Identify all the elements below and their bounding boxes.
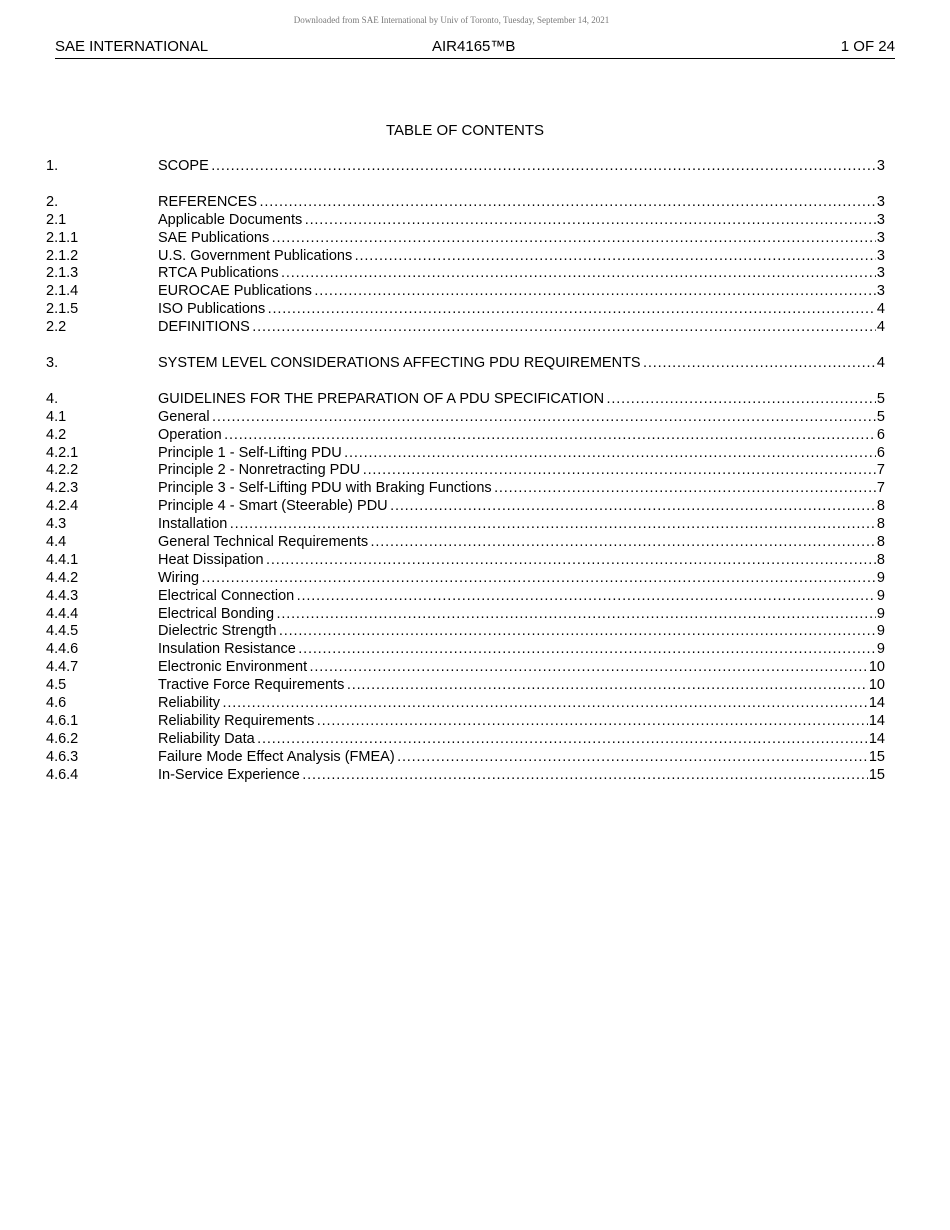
toc-entry-title: Applicable Documents . . .	[158, 212, 876, 230]
toc-entry-page: 15	[868, 766, 885, 783]
toc-entry-number: 4.4.7	[46, 659, 79, 676]
toc-entry[interactable]	[46, 319, 885, 337]
toc-entry-number: 2.2	[46, 319, 67, 336]
toc-entry[interactable]	[46, 767, 885, 785]
toc-entry-number: 4.6	[46, 695, 67, 712]
toc-entry-title: Principle 2 - Nonretracting PDU . . .	[158, 462, 876, 480]
toc-entry-number: 4.4.4	[46, 605, 79, 622]
toc-entry-page: 4	[876, 355, 885, 372]
toc-entry-number: 2.1.4	[46, 283, 79, 300]
toc-entry-number: 4.4.2	[46, 569, 79, 586]
toc-entry-title: Insulation Resistance . . .	[158, 641, 876, 659]
toc-entry-title: Electronic Environment . . .	[158, 659, 868, 677]
toc-entry-page: 10	[868, 677, 885, 694]
toc-entry[interactable]	[46, 265, 885, 283]
toc-entry-page: 9	[876, 569, 885, 586]
toc-entry[interactable]	[46, 158, 885, 176]
toc-entry-title: Failure Mode Effect Analysis (FMEA) . . .	[158, 749, 868, 767]
toc-entry-number: 2.1.1	[46, 229, 79, 246]
toc-entry-number: 4.4	[46, 534, 67, 551]
toc-entry-number: 4.4.1	[46, 551, 79, 568]
publisher-name: SAE INTERNATIONAL	[55, 38, 209, 55]
toc-entry-page: 9	[876, 641, 885, 658]
toc-entry-page: 6	[876, 426, 885, 443]
toc-entry-title: ISO Publications . . .	[158, 301, 876, 319]
document-number: AIR4165™B	[432, 38, 516, 55]
toc-entry[interactable]	[46, 695, 885, 713]
toc-entry-title: Wiring . . .	[158, 570, 876, 588]
toc-entry-number: 2.1.2	[46, 247, 79, 264]
toc-entry-title: Reliability Data . . .	[158, 731, 868, 749]
toc-entry-page: 3	[876, 158, 885, 174]
toc-entry-title: RTCA Publications . . .	[158, 265, 876, 283]
toc-entry-number: 4.	[46, 390, 59, 407]
toc-entry-number: 3.	[46, 355, 59, 372]
toc-entry[interactable]	[46, 713, 885, 731]
toc-entry-number: 2.	[46, 193, 59, 210]
toc-entry-page: 3	[876, 229, 885, 246]
toc-entry[interactable]	[46, 623, 885, 641]
toc-entry-title: REFERENCES . . .	[158, 194, 876, 212]
toc-entry-page: 8	[876, 498, 885, 515]
toc-entry-number: 4.2.4	[46, 498, 79, 515]
toc-entry-page: 5	[876, 390, 885, 407]
toc-entry-page: 9	[876, 623, 885, 640]
toc-entry[interactable]	[46, 516, 885, 534]
toc-entry-page: 15	[868, 748, 885, 765]
download-watermark: Downloaded from SAE International by Univ of Toronto, Tuesday, September 14, 2021	[293, 15, 610, 25]
toc-entry[interactable]	[46, 749, 885, 767]
toc-entry-number: 4.6.1	[46, 712, 79, 729]
toc-entry-number: 4.4.3	[46, 587, 79, 604]
toc-entry[interactable]	[46, 355, 885, 373]
toc-entry-page: 9	[876, 605, 885, 622]
toc-entry-page: 3	[876, 193, 885, 210]
toc-entry[interactable]	[46, 194, 885, 212]
toc-entry-page: 3	[876, 247, 885, 264]
toc-entry-title: General . . .	[158, 409, 876, 427]
toc-entry-title: Reliability . . .	[158, 695, 868, 713]
toc-entry[interactable]	[46, 480, 885, 498]
toc-entry-title: U.S. Government Publications . . .	[158, 248, 876, 266]
toc-entry-number: 4.2.3	[46, 480, 79, 497]
toc-entry-page: 3	[876, 283, 885, 300]
page-header	[55, 38, 895, 59]
toc-entry[interactable]	[46, 212, 885, 230]
toc-entry-title: SYSTEM LEVEL CONSIDERATIONS AFFECTING PDU REQUIREMENTS . . .	[158, 355, 876, 373]
toc-entry-number: 4.2.1	[46, 444, 79, 461]
toc-entry-title: Installation . . .	[158, 516, 876, 534]
toc-entry-number: 4.6.3	[46, 748, 79, 765]
toc-entry[interactable]	[46, 677, 885, 695]
toc-entry-number: 2.1.3	[46, 265, 79, 282]
toc-entry[interactable]	[46, 427, 885, 445]
toc-entry-page: 4	[876, 319, 885, 336]
toc-entry-page: 3	[876, 265, 885, 282]
toc-entry-title: Electrical Bonding . . .	[158, 606, 876, 624]
toc-entry-title: Dielectric Strength . . .	[158, 623, 876, 641]
toc-entry-title: Operation . . .	[158, 427, 876, 445]
toc-entry-number: 2.1	[46, 211, 67, 228]
table-of-contents	[46, 158, 885, 785]
toc-entry[interactable]	[46, 283, 885, 301]
toc-entry-number: 2.1.5	[46, 301, 79, 318]
toc-entry-title: In-Service Experience . . .	[158, 767, 868, 785]
toc-entry-page: 6	[876, 444, 885, 461]
toc-entry[interactable]	[46, 731, 885, 749]
toc-entry-number: 4.2.2	[46, 462, 79, 479]
toc-entry[interactable]	[46, 230, 885, 248]
toc-entry-title: GUIDELINES FOR THE PREPARATION OF A PDU SPECIFICATION . . .	[158, 391, 876, 409]
toc-entry-title: SAE Publications . . .	[158, 230, 876, 248]
toc-entry-number: 4.4.6	[46, 641, 79, 658]
toc-entry-page: 8	[876, 551, 885, 568]
toc-entry[interactable]	[46, 391, 885, 409]
toc-entry[interactable]	[46, 248, 885, 266]
toc-entry-number: 1.	[46, 158, 59, 174]
toc-entry-title: Principle 3 - Self-Lifting PDU with Braking Functions . . .	[158, 480, 876, 498]
toc-entry-page: 9	[876, 587, 885, 604]
toc-entry[interactable]	[46, 445, 885, 463]
toc-entry-number: 4.3	[46, 516, 67, 533]
toc-entry[interactable]	[46, 534, 885, 552]
toc-entry[interactable]	[46, 659, 885, 677]
toc-entry-number: 4.6.4	[46, 766, 79, 783]
toc-entry[interactable]	[46, 588, 885, 606]
toc-entry-page: 8	[876, 516, 885, 533]
toc-entry-page: 10	[868, 659, 885, 676]
toc-entry-page: 14	[868, 695, 885, 712]
toc-entry[interactable]	[46, 552, 885, 570]
toc-entry-title: Principle 1 - Self-Lifting PDU . . .	[158, 445, 876, 463]
toc-entry-page: 14	[868, 712, 885, 729]
toc-entry-page: 4	[876, 301, 885, 318]
toc-title: TABLE OF CONTENTS	[385, 122, 545, 139]
toc-entry-title: Heat Dissipation . . .	[158, 552, 876, 570]
toc-entry-number: 4.5	[46, 677, 67, 694]
toc-entry-number: 4.4.5	[46, 623, 79, 640]
toc-entry-page: 5	[876, 408, 885, 425]
toc-entry-page: 3	[876, 211, 885, 228]
page-indicator: 1 OF 24	[840, 38, 895, 55]
toc-entry-page: 14	[868, 730, 885, 747]
toc-entry-title: Reliability Requirements . . .	[158, 713, 868, 731]
toc-entry-page: 7	[876, 462, 885, 479]
toc-entry-title: General Technical Requirements . . .	[158, 534, 876, 552]
toc-entry[interactable]	[46, 301, 885, 319]
toc-entry[interactable]	[46, 606, 885, 624]
toc-entry-page: 7	[876, 480, 885, 497]
toc-entry[interactable]	[46, 409, 885, 427]
toc-entry-title: Principle 4 - Smart (Steerable) PDU . . .	[158, 498, 876, 516]
toc-entry-title: EUROCAE Publications . . .	[158, 283, 876, 301]
toc-entry-number: 4.1	[46, 408, 67, 425]
toc-entry-title: Tractive Force Requirements . . .	[158, 677, 868, 695]
toc-entry-page: 8	[876, 534, 885, 551]
toc-entry-title: SCOPE . . .	[158, 158, 876, 176]
toc-entry[interactable]	[46, 641, 885, 659]
toc-entry[interactable]	[46, 570, 885, 588]
toc-entry-number: 4.2	[46, 426, 67, 443]
toc-entry-title: Electrical Connection . . .	[158, 588, 876, 606]
toc-entry-number: 4.6.2	[46, 730, 79, 747]
toc-entry-title: DEFINITIONS . . .	[158, 319, 876, 337]
toc-entry[interactable]	[46, 498, 885, 516]
toc-entry[interactable]	[46, 462, 885, 480]
